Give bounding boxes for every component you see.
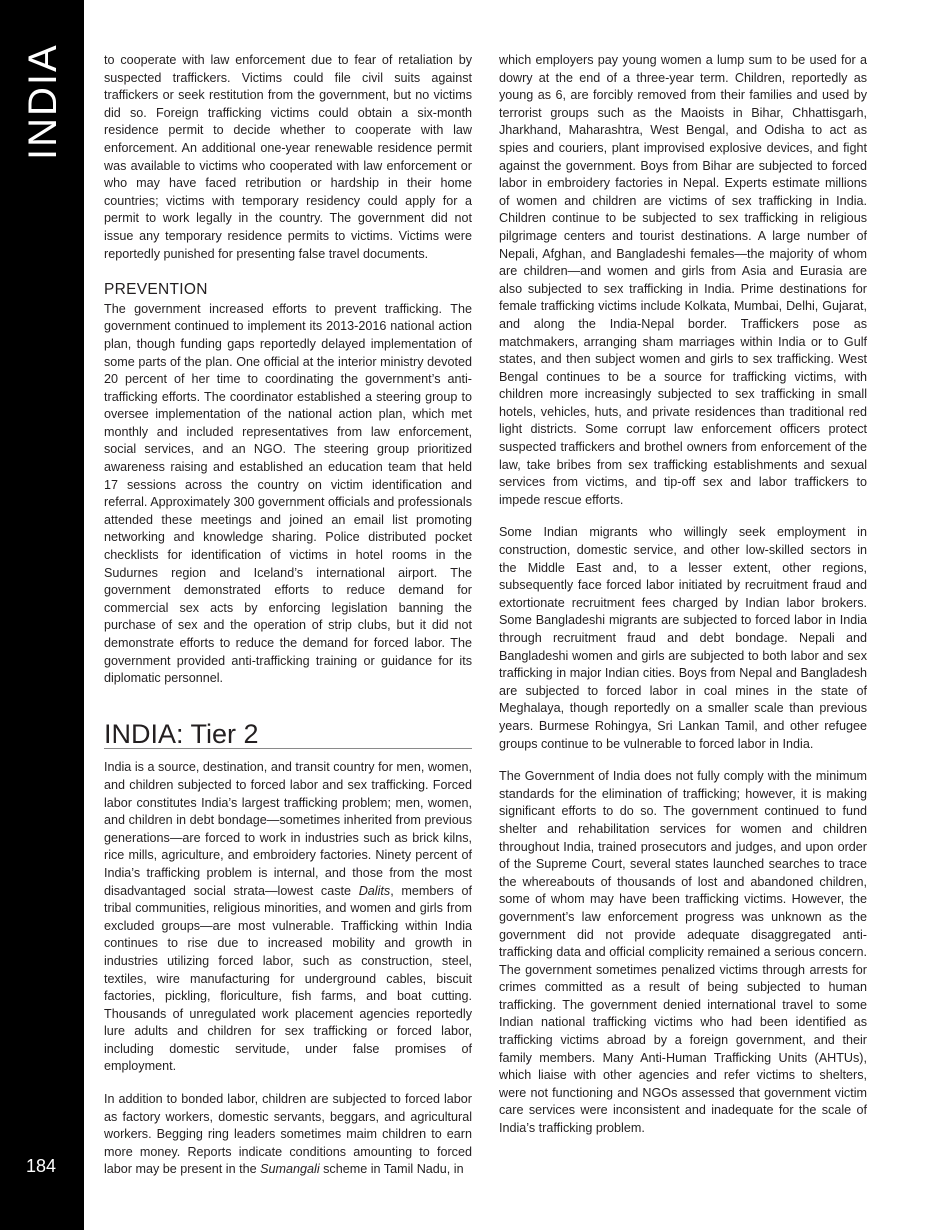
prevention-paragraph: The government increased efforts to prevent trafficking. The government continued to implement its 2013-2016 national action plan, though funding gaps reportedly delayed implementation of some parts of the plan. One official at the interior ministry devoted 20 percent of her time to coordinating the government’s anti-trafficking efforts. The coordinator established a steering group to oversee implementation of the national action plan, which met monthly and included representatives from law enforcement, social services, and an NGO. The steering group prioritized awareness raising and established an education team that held 17 sessions across the country on victim identification and referral. Approximately 300 government officials and professionals attended these meetings and joined an email list promoting networking and knowledge sharing. Police distributed pocket checklists for identification of victims in hotel rooms in the Sudurnes region and Iceland’s international airport. The government demonstrated efforts to reduce demand for commercial sex acts by enforcing legislation banning the purchase of sex and the operation of strip clubs, but it did not demonstrate efforts to reduce the demand for forced labor. The government provided anti-trafficking training or guidance for its diplomatic personnel. [104,301,472,686]
left-column [104,52,472,1194]
sidebar [0,0,84,1230]
child-labor-paragraph: which employers pay young women a lump sum to be used for a dowry at the end of a three-year term. Children, reportedly as young as 6, are forcibly removed from their families and used by terrorist groups such as the Maoists in Bihar, Chhattisgarh, Jharkhand, Maharashtra, West Bengal, and Odisha to act as spies and couriers, plant improvised explosive devices, and fight against the government. Boys from Bihar are subjected to forced labor in embroidery factories in Nepal. Experts estimate millions of women and children are victims of sex trafficking in India. Children continue to be subjected to sex trafficking in religious pilgrimage centers and tourist destinations. A large number of Nepali, Afghan, and Bangladeshi females—the majority of whom are children—and women and girls from Asia and Eurasia are also subjected to sex trafficking in India. Prime destinations for female trafficking victims include Kolkata, Mumbai, Delhi, Gujarat, and along the India-Nepal border. Traffickers pose as matchmakers, arranging sham marriages within India or to Gulf states, and then subject women and girls to sex trafficking. West Bengal continues to be a source for trafficking victims, with children more increasingly subjected to sex trafficking in small hotels, vehicles, huts, and private residences than traditional red light districts. Some corrupt law enforcement officers protect suspected traffickers and brothel owners from enforcement of the law, take bribes from sex trafficking establishments and sexual services from victims, and tip-off sex and labor traffickers to impede rescue efforts. [499,53,867,507]
protection-paragraph-end: to cooperate with law enforcement due to fear of retaliation by suspected traffickers. Victims could file civil suits against traffickers or seek restitution from the government, but no victims did so. Foreign trafficking victims could obtain a six-month residence permit to decide whether to cooperate with law enforcement. An additional one-year renewable residence permit was available to victims who cooperated with law enforcement or who may have faced retribution or hardship in their home countries; victims with temporary residency could apply for a permit to work legally in the country. The government did not issue any temporary residence permits to victims. Victims were reportedly punished for presenting false travel documents. [104,53,472,261]
prevention-heading: PREVENTION [104,281,208,299]
right-column [499,52,867,1153]
sumangali-term: Sumangali [260,1162,320,1177]
bonded-labor-paragraph: In addition to bonded labor, children are subjected to forced labor as factory workers, domestic servants, beggars, and agricultural workers. Begging ring leaders sometimes maim children to earn more money. Reports indicate conditions amounting to forced labor may be present in the Sumangali scheme in Tamil Nadu, in [104,1092,472,1177]
government-assessment-paragraph: The Government of India does not fully comply with the minimum standards for the elimination of trafficking; however, it is making significant efforts to do so. The government continued to fund shelter and rehabilitation services for women and children throughout India, trained prosecutors and judges, and upon order of the Supreme Court, several states launched searches to trace the whereabouts of thousands of lost and abandoned children, some of whom may have been trafficking victims. However, the government’s law enforcement progress was unknown as the government did not provide adequate disaggregated anti-trafficking data and official complicity remained a serious concern. The government sometimes penalized victims through arrests for crimes committed as a result of being subjected to human trafficking. The government denied international travel to some Indian national trafficking victims who had been identified as trafficking victims abroad by a foreign government, and their family members. Many Anti-Human Trafficking Units (AHTUs), which liaise with other agencies and refer victims to shelters, were not functioning and NGOs assessed that government victim care services were inconsistent and inadequate for the scale of India’s trafficking problem. [499,769,867,1136]
dalits-term: Dalits [358,883,391,898]
migrants-paragraph: Some Indian migrants who willingly seek employment in construction, domestic service, and other low-skilled sectors in the Middle East and, to a lesser extent, other regions, subsequently face forced labor initiated by recruitment fraud and extortionate recruitment fees charged by Indian labor brokers. Some Bangladeshi migrants are subjected to forced labor in India through recruitment fraud and debt bondage. Nepali and Bangladeshi women and girls are subjected to both labor and sex trafficking in major Indian cities. Boys from Nepal and Bangladesh are subjected to forced labor in coal mines in the state of Meghalaya, though reportedly on a smaller scale than previous years. Burmese Rohingya, Sri Lankan Tamil, and other refugee groups continue to be vulnerable to forced labor in India. [499,525,867,751]
country-tier-title: INDIA: Tier 2 [104,726,472,750]
page-number: 184 [26,1156,57,1176]
overview-paragraph: India is a source, destination, and transit country for men, women, and children subjected to forced labor and sex trafficking. Forced labor constitutes India’s largest trafficking problem; men, women, and children in debt bondage—sometimes inherited from previous generations—are forced to work in industries such as brick kilns, rice mills, agriculture, and embroidery factories. Ninety percent of India’s trafficking problem is internal, and those from the most disadvantaged social strata—lowest caste Dalits, members of tribal communities, religious minorities, and women and girls from excluded groups—are most vulnerable. Trafficking within India continues to rise due to increased mobility and growth in industries utilizing forced labor, such as construction, steel, textiles, wire manufacturing for underground cables, biscuit factories, pickling, floriculture, fish farms, and boat cutting. Thousands of unregulated work placement agencies reportedly lure adults and children for sex trafficking or forced labor, including domestic servitude, under false promises of employment. [104,760,473,1074]
country-tab-label: INDIA [21,43,65,160]
